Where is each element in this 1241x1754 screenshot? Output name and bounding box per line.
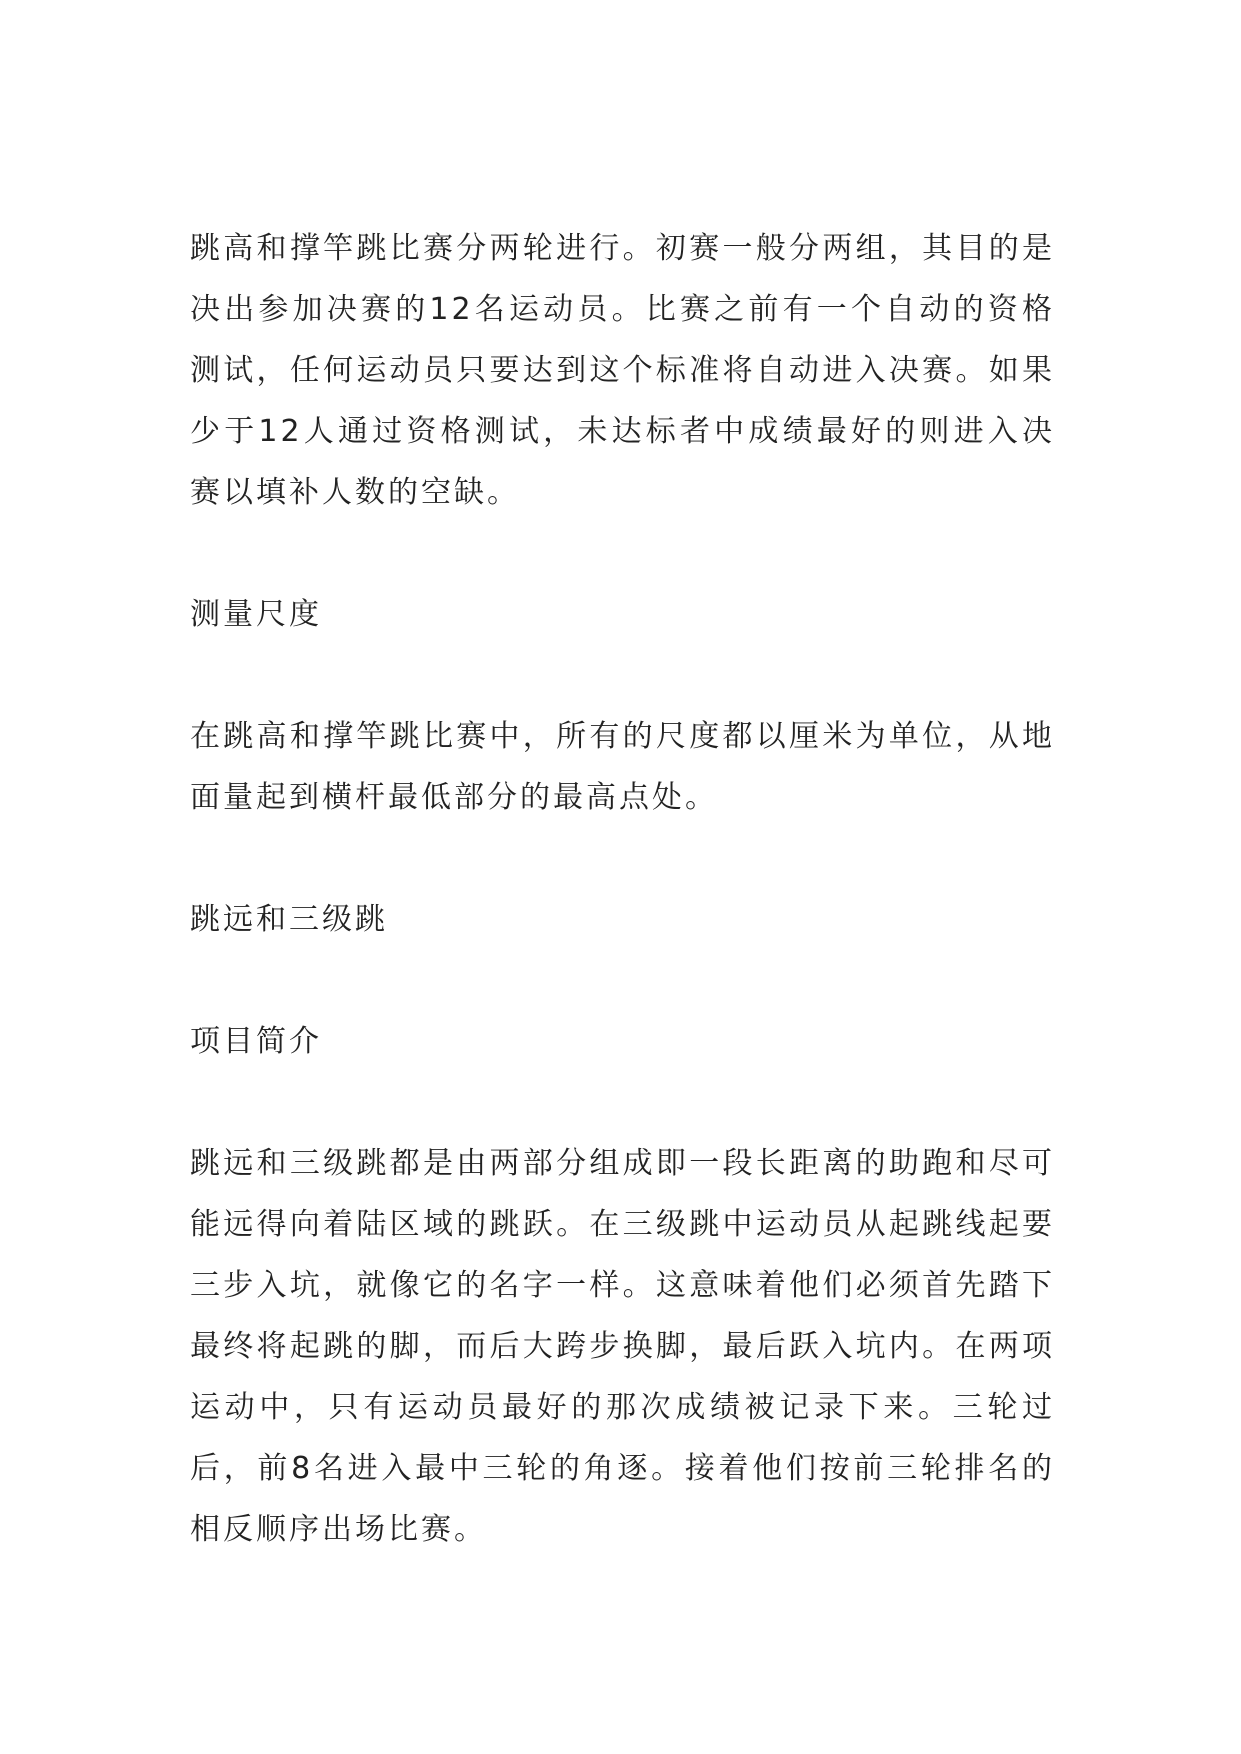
document-body [190, 218, 1055, 1560]
paragraph-competition-rounds: 跳高和撑竿跳比赛分两轮进行。初赛一般分两组，其目的是决出参加决赛的12名运动员。比赛之前有一个自动的资格测试，任何运动员只要达到这个标准将自动进入决赛。如果少于12人通过资格测试，未达标者中成绩最好的则进入决赛以填补人数的空缺。 [190, 231, 1055, 510]
spacer [190, 1072, 1055, 1133]
spacer [190, 523, 1055, 584]
spacer [190, 828, 1055, 889]
paragraph-long-jump-description: 跳远和三级跳都是由两部分组成即一段长距离的助跑和尽可能远得向着陆区域的跳跃。在三级跳中运动员从起跳线起要三步入坑，就像它的名字一样。这意味着他们必须首先踏下最终将起跳的脚，而后大跨步换脚，最后跃入坑内。在两项运动中，只有运动员最好的那次成绩被记录下来。三轮过后，前8名进入最中三轮的角逐。接着他们按前三轮排名的相反顺序出场比赛。 [190, 1146, 1055, 1547]
heading-measurement: 测量尺度 [190, 597, 322, 632]
spacer [190, 645, 1055, 706]
heading-long-jump-triple-jump: 跳远和三级跳 [190, 902, 388, 937]
spacer [190, 950, 1055, 1011]
paragraph-measurement: 在跳高和撑竿跳比赛中，所有的尺度都以厘米为单位，从地面量起到横杆最低部分的最高点处。 [190, 719, 1055, 815]
heading-event-introduction: 项目简介 [190, 1024, 322, 1059]
